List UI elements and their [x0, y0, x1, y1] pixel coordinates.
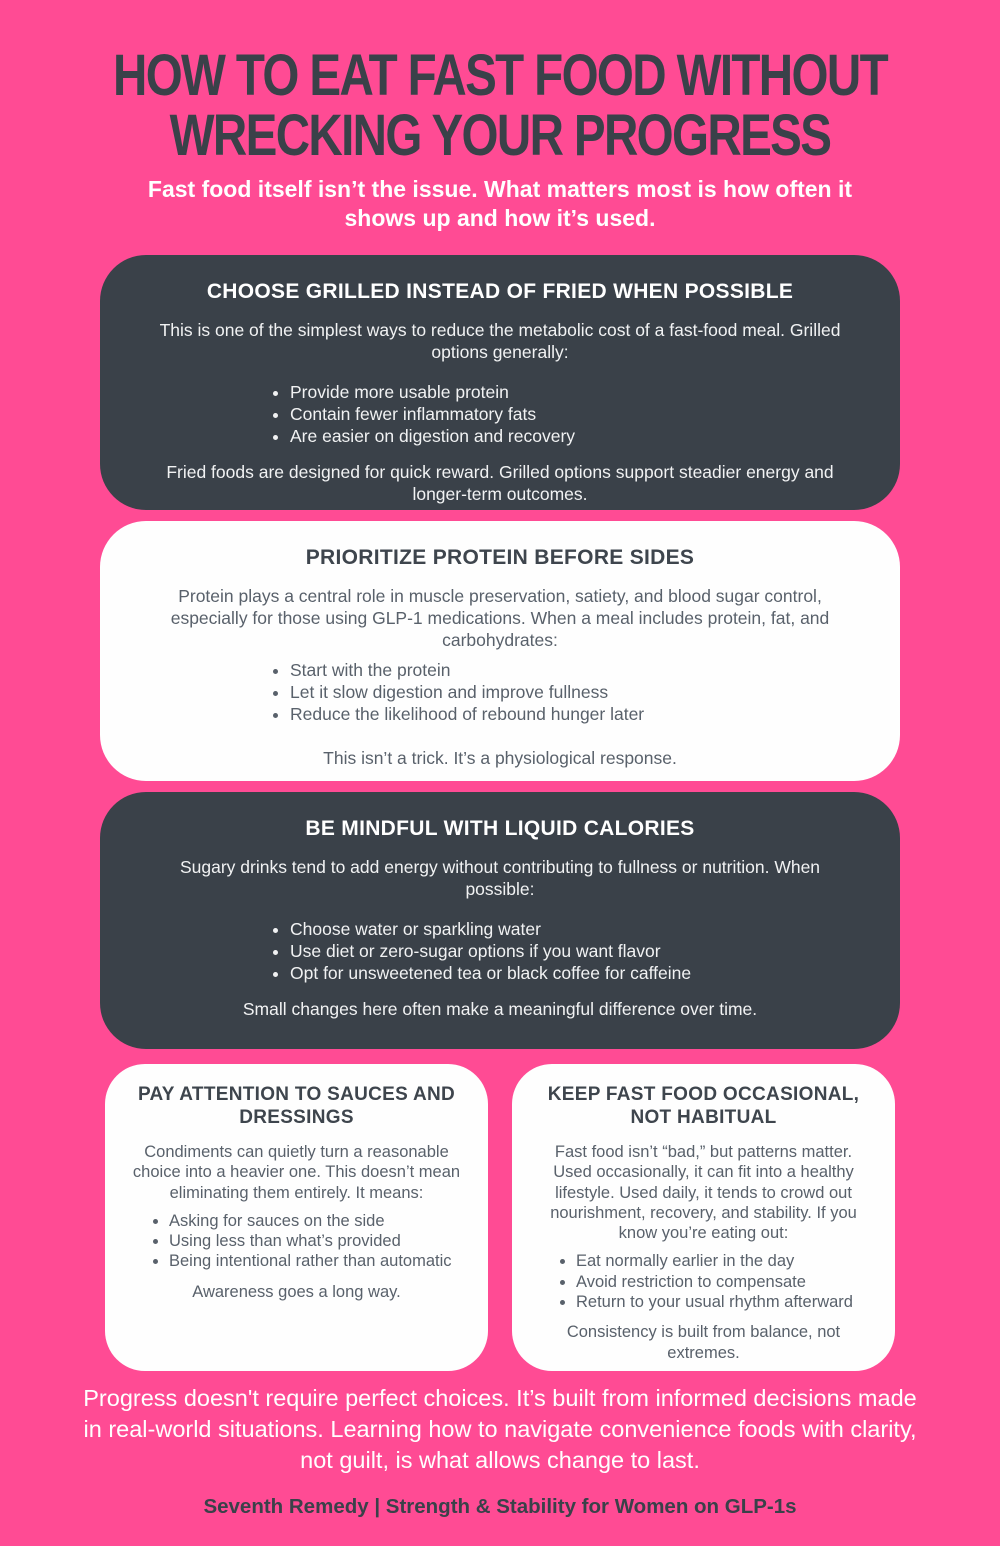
- card-choose-grilled-intro: This is one of the simplest ways to reduce the metabolic cost of a fast-food meal. Grilled options generally:: [159, 319, 841, 362]
- bullet-item: • Being intentional rather than automatic: [169, 1251, 464, 1271]
- bullet-item: • Using less than what’s provided: [169, 1231, 464, 1251]
- card-prioritize-protein-bullet-list: [140, 659, 860, 725]
- bullet-item: • Start with the protein: [290, 659, 860, 681]
- card-liquid-calories: [100, 792, 900, 1049]
- card-sauces-dressings-bullet-list: [129, 1211, 464, 1272]
- card-occasional-not-habitual-intro: Fast food isn’t “bad,” but patterns matter. Used occasionally, it can fit into a healthy lifestyle. Used daily, it tends to crowd out nourishment, recovery, and stability. If you know you’re eating out:: [550, 1143, 857, 1243]
- bullet-item: • Eat normally earlier in the day: [576, 1251, 871, 1271]
- bullet-item: • Reduce the likelihood of rebound hunger later: [290, 703, 860, 725]
- card-occasional-not-habitual-bullet-list: [536, 1251, 871, 1312]
- brand-line: Seventh Remedy | Strength & Stability for Women on GLP-1s: [203, 1495, 797, 1519]
- bullet-item: • Asking for sauces on the side: [169, 1211, 464, 1231]
- card-occasional-not-habitual-outro: Consistency is built from balance, not extremes.: [566, 1323, 841, 1362]
- card-choose-grilled: [100, 255, 900, 510]
- bullet-item: • Choose water or sparkling water: [290, 918, 860, 940]
- card-sauces-dressings-intro: Condiments can quietly turn a reasonable choice into a heavier one. This doesn’t mean eliminating them entirely. It means:: [132, 1143, 461, 1202]
- bullet-item: • Let it slow digestion and improve fullness: [290, 681, 860, 703]
- card-prioritize-protein: [100, 521, 900, 781]
- card-choose-grilled-outro: Fried foods are designed for quick reward. Grilled options support steadier energy and longer-term outcomes.: [166, 461, 834, 504]
- bullet-item: • Return to your usual rhythm afterward: [576, 1292, 871, 1312]
- page-subtitle: Fast food itself isn’t the issue. What matters most is how often it shows up and how it’s used.: [147, 176, 853, 232]
- card-prioritize-protein-outro: This isn’t a trick. It’s a physiological response.: [323, 747, 677, 768]
- card-liquid-calories-bullet-list: [140, 918, 860, 984]
- bullet-item: • Use diet or zero-sugar options if you want flavor: [290, 940, 860, 962]
- bullet-item: • Contain fewer inflammatory fats: [290, 403, 860, 425]
- infographic-poster: [0, 43, 1000, 1546]
- card-liquid-calories-outro: Small changes here often make a meaningful difference over time.: [242, 998, 758, 1019]
- card-occasional-not-habitual: [512, 1064, 895, 1371]
- page-title-line1: HOW TO EAT FAST FOOD WITHOUT: [112, 43, 887, 108]
- card-liquid-calories-intro: Sugary drinks tend to add energy without contributing to fullness or nutrition. When possible:: [179, 856, 821, 899]
- card-sauces-dressings-outro: Awareness goes a long way.: [192, 1282, 401, 1301]
- card-prioritize-protein-heading: PRIORITIZE PROTEIN BEFORE SIDES: [305, 546, 695, 570]
- card-choose-grilled-bullet-list: [140, 381, 860, 447]
- card-sauces-dressings: [105, 1064, 488, 1371]
- card-choose-grilled-heading: CHOOSE GRILLED INSTEAD OF FRIED WHEN POSSIBLE: [206, 280, 794, 304]
- page-title: [90, 43, 910, 168]
- bullet-item: • Avoid restriction to compensate: [576, 1272, 871, 1292]
- bullet-item: • Are easier on digestion and recovery: [290, 425, 860, 447]
- bullet-item: • Opt for unsweetened tea or black coffee for caffeine: [290, 962, 860, 984]
- bullet-item: • Provide more usable protein: [290, 381, 860, 403]
- card-sauces-dressings-heading: PAY ATTENTION TO SAUCES AND DRESSINGS: [137, 1084, 456, 1129]
- closing-message: Progress doesn't require perfect choices. It’s built from informed decisions made in real-world situations. Learning how to navigate convenience foods with clarity, not guilt, is what allows change to last.: [83, 1385, 917, 1473]
- card-liquid-calories-heading: BE MINDFUL WITH LIQUID CALORIES: [305, 817, 695, 841]
- bottom-card-row: [105, 1064, 895, 1371]
- card-prioritize-protein-intro: Protein plays a central role in muscle preservation, satiety, and blood sugar control, especially for those using GLP-1 medications. When a meal includes protein, fat, and carbohydrates:: [170, 585, 830, 650]
- card-occasional-not-habitual-heading: KEEP FAST FOOD OCCASIONAL, NOT HABITUAL: [547, 1084, 860, 1129]
- page-title-line2: WRECKING YOUR PROGRESS: [169, 102, 831, 168]
